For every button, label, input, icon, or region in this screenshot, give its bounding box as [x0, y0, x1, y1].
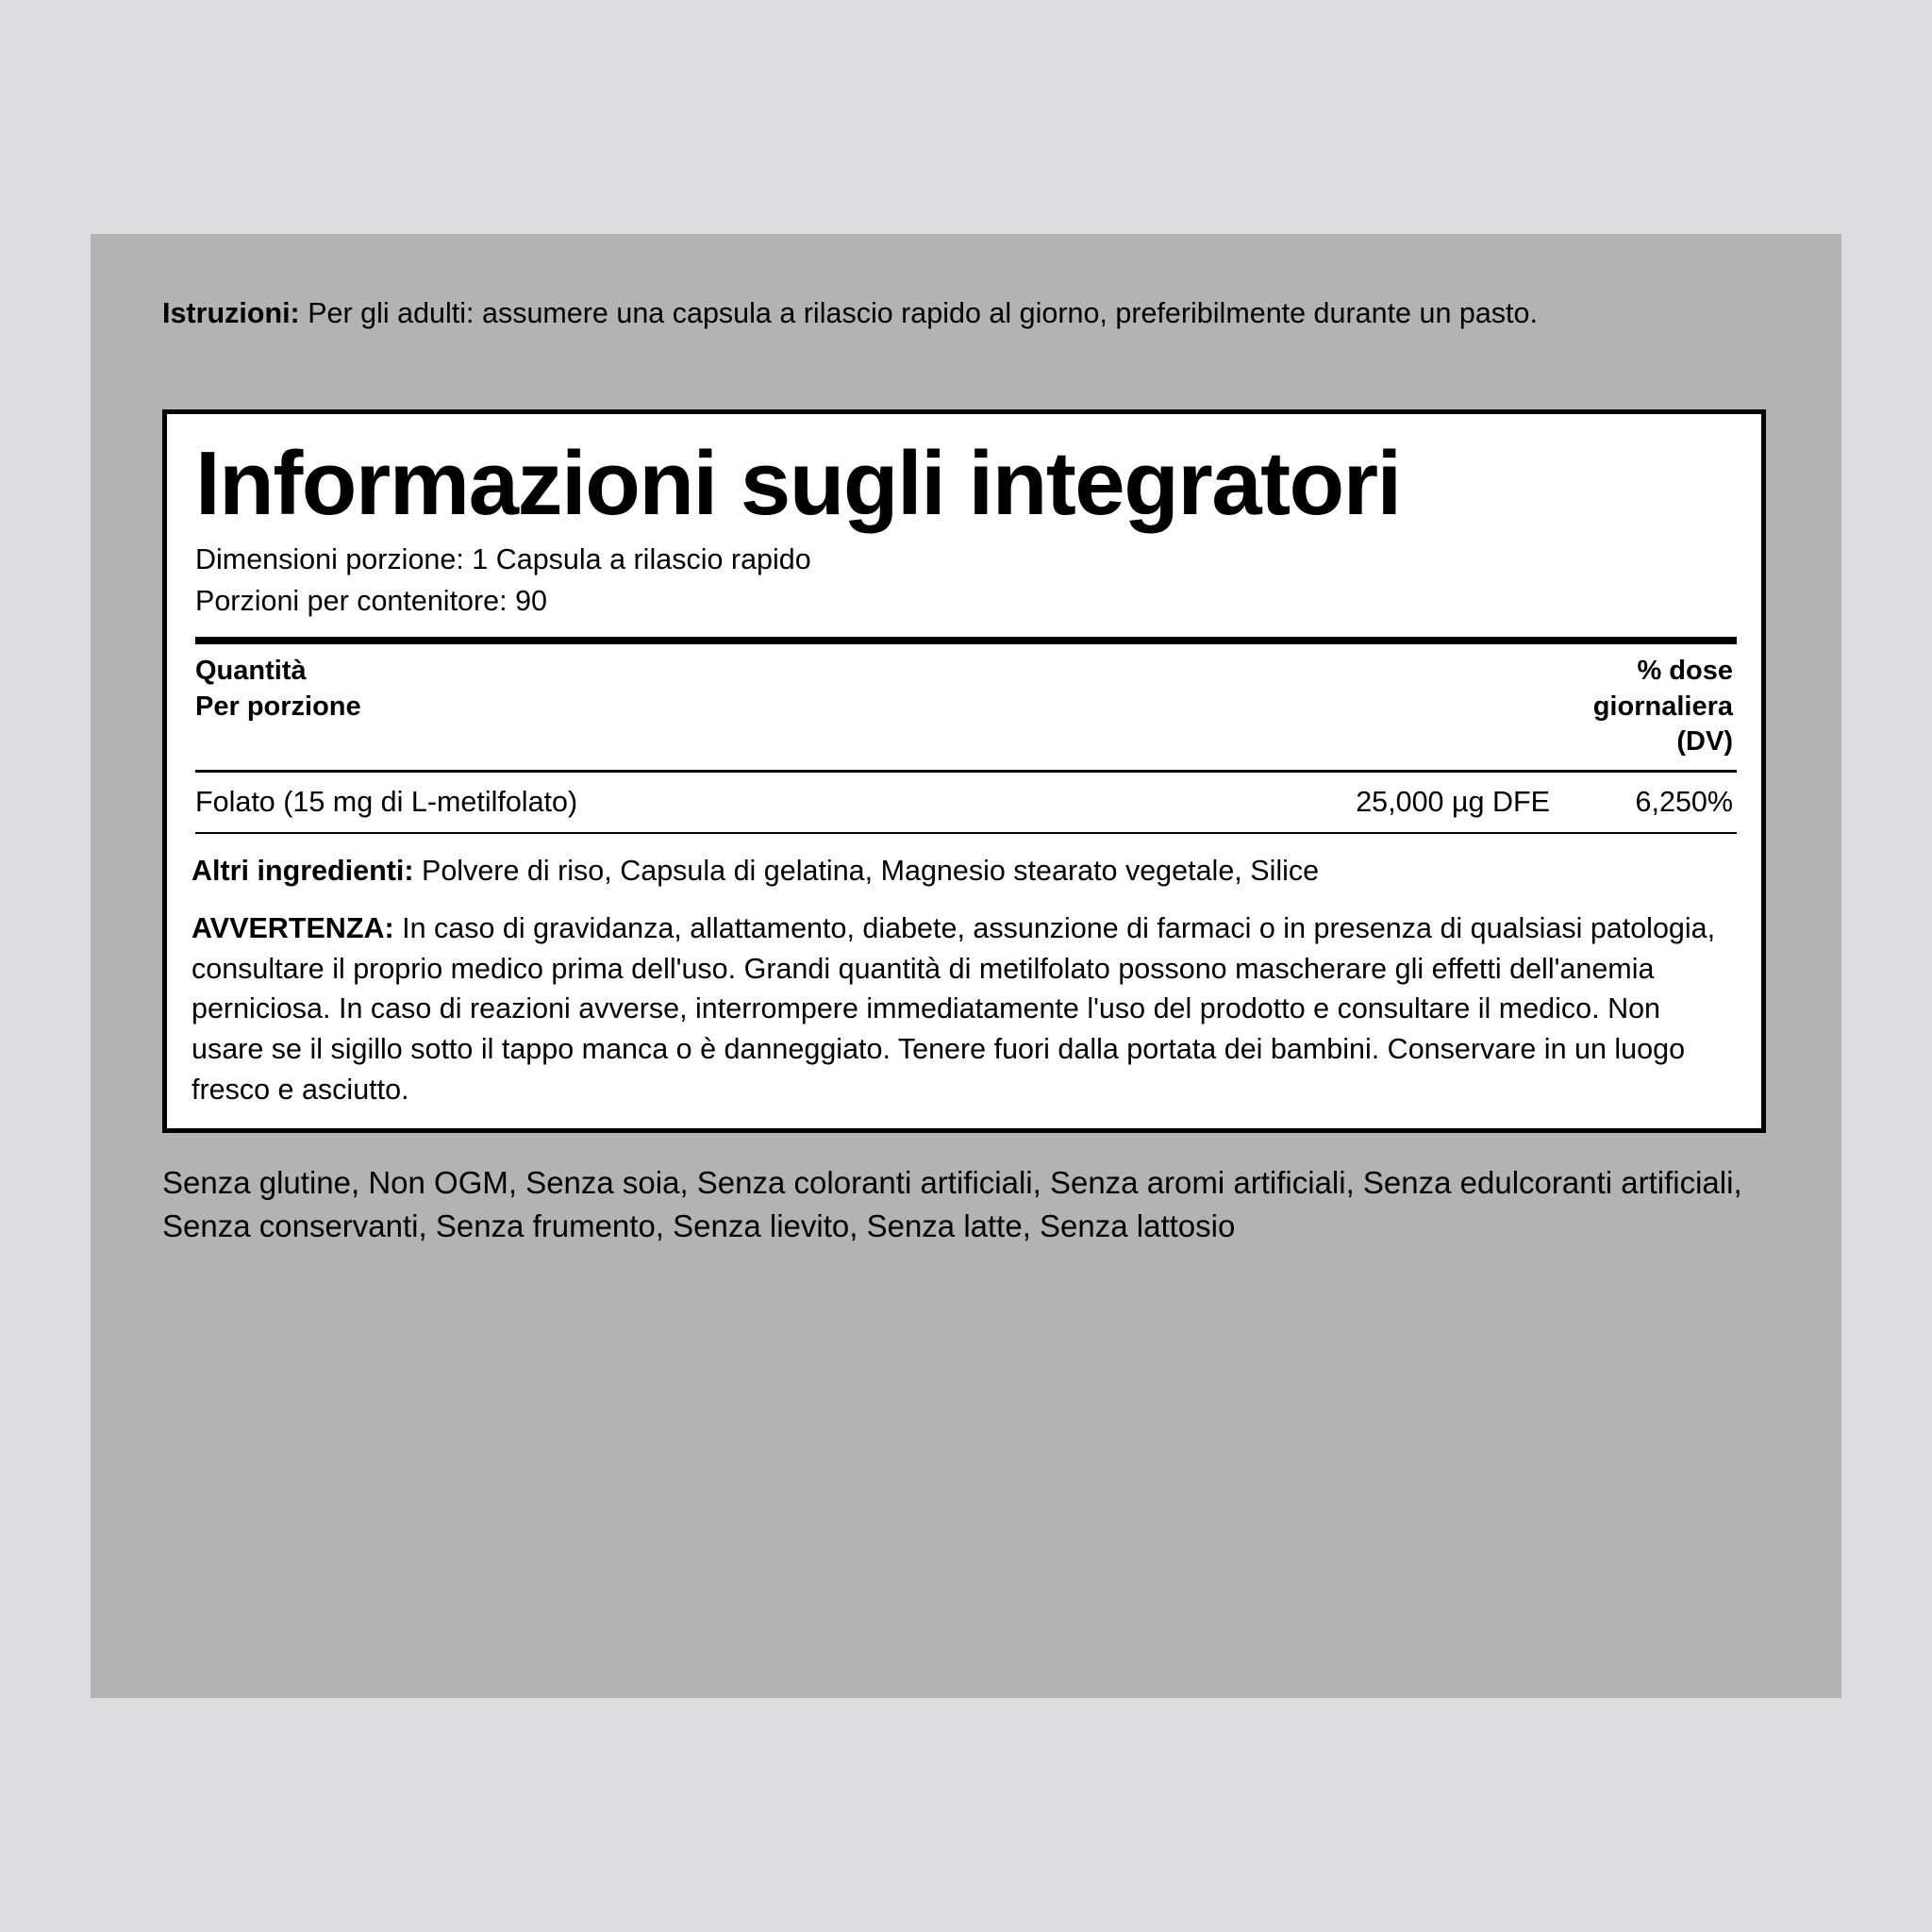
- supplement-facts-title: Informazioni sugli integratori: [195, 433, 1401, 534]
- nutrient-daily-value: 6,250%: [1635, 786, 1733, 819]
- free-from-claims: Senza glutine, Non OGM, Senza soia, Senza coloranti artificiali, Senza aromi artificiali, Senza edulcoranti artificiali, Senza conservanti, Senza frumento, Senza lievito, Senza latte, Senza lattosio: [162, 1165, 1742, 1244]
- other-ingredients-label: Altri ingredienti:: [192, 855, 414, 888]
- warning-label: AVVERTENZA:: [192, 911, 394, 944]
- nutrient-name: Folato (15 mg di L-metilfolato): [195, 786, 578, 819]
- table-header-row: [195, 654, 1733, 760]
- daily-value-header: [1593, 654, 1733, 760]
- warning-text: In caso di gravidanza, allattamento, diabete, assunzione di farmaci o in presenza di qualsiasi patologia, consultare il proprio medico prima dell'uso. Grandi quantità di metilfolato possono mascherare gli effetti dell'anemia perniciosa. In caso di reazioni avverse, interrompere immediatamente l'uso del prodotto e consultare il medico. Non usare se il sigillo sotto il tappo manca o è danneggiato. Tenere fuori dalla portata dei bambini. Conservare in un luogo fresco e asciutto.: [192, 911, 1716, 1106]
- divider-under-header: [195, 770, 1737, 773]
- warning-paragraph: [192, 908, 1737, 1109]
- divider-bottom: [195, 832, 1737, 834]
- table-row: [195, 786, 1733, 819]
- amount-per-serving-header: [195, 654, 361, 724]
- directions-text: Per gli adulti: assumere una capsula a rilascio rapido al giorno, preferibilmente durante un pasto.: [299, 297, 1538, 329]
- supplement-facts-box: [162, 409, 1766, 1133]
- dv-header-line1: % dose: [1637, 656, 1733, 687]
- directions-paragraph: [162, 294, 1766, 333]
- other-ingredients-paragraph: [192, 851, 1737, 891]
- amount-header-line2: Per porzione: [195, 691, 361, 722]
- serving-size: Dimensioni porzione: 1 Capsula a rilascio rapido: [195, 542, 811, 575]
- other-ingredients-text: Polvere di riso, Capsula di gelatina, Magnesio stearato vegetale, Silice: [413, 855, 1320, 888]
- nutrient-amount: 25,000 µg DFE: [1356, 786, 1550, 819]
- amount-header-line1: Quantità: [195, 656, 307, 687]
- directions-label: Istruzioni:: [162, 297, 300, 329]
- dv-header-line3: (DV): [1676, 726, 1733, 758]
- divider-thick-top: [195, 637, 1737, 644]
- dv-header-line2: giornaliera: [1592, 691, 1733, 722]
- servings-per-container: Porzioni per contenitore: 90: [195, 584, 547, 617]
- supplement-label-panel: [91, 234, 1841, 1698]
